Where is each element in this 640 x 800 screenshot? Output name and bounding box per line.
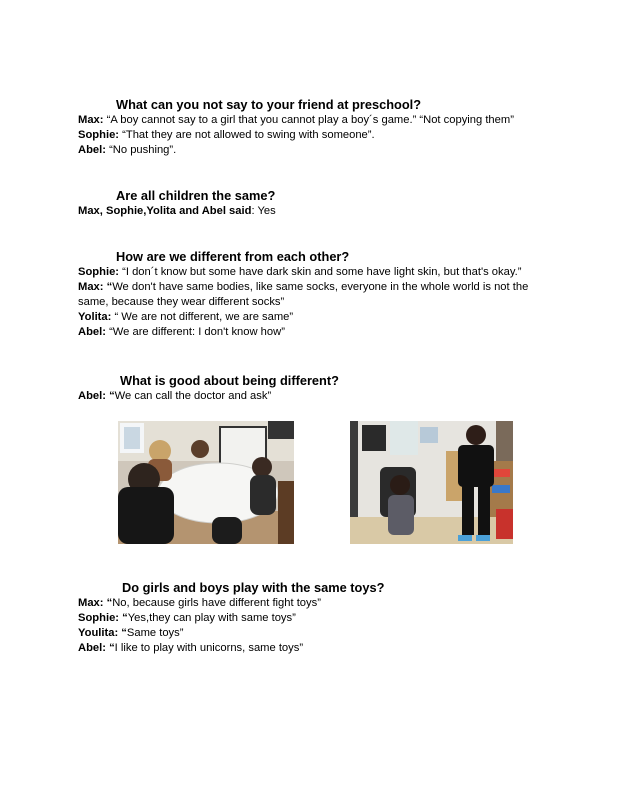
speaker-name: Max, Sophie,Yolita and Abel said — [78, 205, 252, 217]
question-heading-1: What can you not say to your friend at preschool? — [116, 97, 422, 112]
answer-text: No, because girls have different fight toys” — [112, 597, 321, 609]
answer-line — [78, 310, 558, 325]
answers-block-2 — [78, 204, 578, 219]
answer-text: “We are different: I don't know how” — [105, 326, 285, 338]
answer-text: “No pushing”. — [105, 144, 177, 156]
question-heading-2: Are all children the same? — [116, 188, 276, 203]
speaker-name: Youlita: “ — [78, 627, 127, 639]
answer-line — [78, 626, 578, 641]
answer-line — [78, 113, 578, 128]
answer-text: “That they are not allowed to swing with someone”. — [119, 129, 375, 141]
speaker-name: Abel: — [78, 144, 106, 156]
answer-text: Same toys” — [126, 627, 184, 639]
speaker-name: Abel: — [78, 326, 106, 338]
answer-text: “A boy cannot say to a girl that you cannot play a boy´s game.” “Not copying them” — [103, 114, 514, 126]
answer-text: Yes,they can play with same toys” — [127, 612, 296, 624]
answer-line — [78, 143, 578, 158]
answers-block-4 — [78, 389, 578, 404]
answer-line — [78, 128, 578, 143]
answer-text: We don't have same bodies, like same socks, everyone in the whole world is not the same, because they wear different socks” — [78, 281, 529, 308]
answers-block-5 — [78, 596, 578, 656]
answer-line — [78, 265, 558, 280]
answer-text: : Yes — [251, 205, 276, 217]
answer-line — [78, 389, 578, 404]
teacher-and-child-photo — [350, 421, 513, 544]
answer-line — [78, 280, 558, 310]
question-heading-3: How are we different from each other? — [116, 249, 350, 264]
answer-line — [78, 611, 578, 626]
speaker-name: Yolita: — [78, 311, 112, 323]
answer-text: We can call the doctor and ask” — [114, 390, 272, 402]
answer-line — [78, 204, 578, 219]
speaker-name: Sophie: — [78, 129, 120, 141]
answer-text: I like to play with unicorns, same toys” — [114, 642, 304, 654]
speaker-name: Abel: “ — [78, 390, 115, 402]
speaker-name: Sophie: “ — [78, 612, 128, 624]
children-at-round-table-photo — [118, 421, 294, 544]
speaker-name: Max: “ — [78, 281, 113, 293]
answer-text: “ We are not different, we are same” — [111, 311, 294, 323]
question-heading-5: Do girls and boys play with the same toys? — [122, 580, 385, 595]
speaker-name: Max: — [78, 114, 104, 126]
answers-block-3 — [78, 265, 558, 340]
answer-text: “I don´t know but some have dark skin and some have light skin, but that's okay.” — [119, 266, 522, 278]
speaker-name: Sophie: — [78, 266, 120, 278]
speaker-name: Abel: “ — [78, 642, 115, 654]
question-heading-4: What is good about being different? — [120, 373, 339, 388]
speaker-name: Max: “ — [78, 597, 113, 609]
answer-line — [78, 596, 578, 611]
answer-line — [78, 641, 578, 656]
answers-block-1 — [78, 113, 578, 158]
answer-line — [78, 325, 558, 340]
